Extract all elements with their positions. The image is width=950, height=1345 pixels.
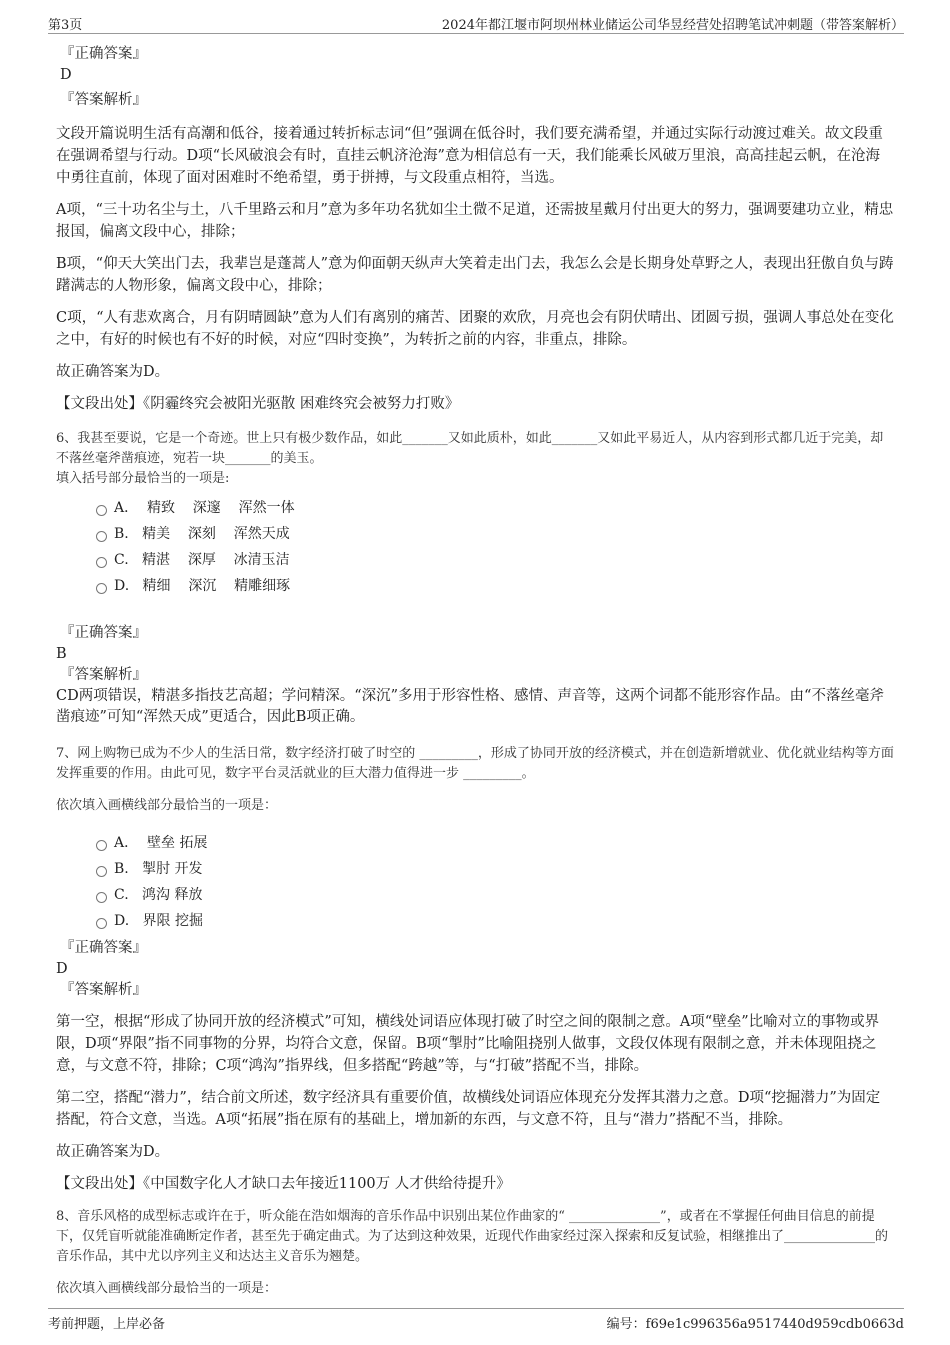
header-divider [48,33,904,34]
radio-icon[interactable] [96,531,107,542]
option-b[interactable]: B. 掣肘 开发 [96,856,894,882]
document-id: 编号：f69e1c996356a9517440d959cdb0663d [606,1317,904,1332]
radio-icon[interactable] [96,505,107,516]
q6-instruction: 填入括号部分最恰当的一项是: [56,471,230,486]
analysis-label: 『答案解析』 [60,92,147,108]
option-d[interactable]: D. 精细 深沉 精雕细琢 [96,573,894,599]
q6-analysis: CD两项错误，精湛多指技艺高超；学问精深。“深沉”多用于形容性格、感情、声音等，这两个词都不能形容作品。由“不落丝毫斧凿痕迹”可知“浑然天成”更适合，因此B项正确。 [56,688,884,725]
answer-label: 『正确答案』 [60,940,147,956]
option-a[interactable]: A． 精致 深邃 浑然一体 [96,495,894,521]
document-body [56,44,894,1299]
radio-icon[interactable] [96,918,107,929]
answer-label: 『正确答案』 [60,46,147,62]
q5-source: 【文段出处】《阴霾终究会被阳光驱散 困难终究会被努力打败》 [56,396,460,412]
q7-conclusion: 故正确答案为D。 [56,1144,170,1160]
q5-analysis-p1: 文段开篇说明生活有高潮和低谷，接着通过转折标志词“但”强调在低谷时，我们要充满希望，并通过实际行动渡过难关。故文段重在强调希望与行动。D项“长风破浪会有时，直挂云帆济沧海”意为相信总有一天，我们能乘长风破万里浪，高高挂起云帆，在沧海中勇往直前，体现了面对困难时不绝希望，勇于拼搏，与文段重点相符，当选。 [56,126,883,186]
analysis-label: 『答案解析』 [60,982,147,998]
option-b[interactable]: B. 精美 深刻 浑然天成 [96,521,894,547]
q5-conclusion: 故正确答案为D。 [56,364,170,380]
radio-icon[interactable] [96,583,107,594]
q8-instruction: 依次填入画横线部分最恰当的一项是： [56,1281,278,1296]
option-a[interactable]: A． 壁垒 拓展 [96,830,894,856]
document-title: 2024年都江堰市阿坝州林业储运公司华昱经营处招聘笔试冲刺题（带答案解析） [441,18,904,33]
radio-icon[interactable] [96,866,107,877]
q7-instruction: 依次填入画横线部分最恰当的一项是： [56,798,278,813]
q5-answer-block [60,44,894,111]
q7-options [56,830,894,934]
q5-analysis-p3: B项，“仰天大笑出门去，我辈岂是蓬蒿人”意为仰面朝天纵声大笑着走出门去，我怎么会是长期身处草野之人，表现出狂傲自负与踌躇满志的人物形象，偏离文段中心，排除； [56,256,894,294]
q7-source: 【文段出处】《中国数字化人才缺口去年接近1100万 人才供给待提升》 [56,1176,511,1192]
q5-analysis-p4: C项，“人有悲欢离合，月有阴晴圆缺”意为人们有离别的痛苦、团聚的欢欣，月亮也会有阴伏晴出、团圆亏损，强调人事总处在变化之中，有好的时候也有不好的时候，对应“四时变换”，为转折之前的内容，非重点，排除。 [56,310,894,348]
option-c[interactable]: C. 鸿沟 释放 [96,882,894,908]
answer-label: 『正确答案』 [60,625,147,641]
option-d[interactable]: D. 界限 挖掘 [96,908,894,934]
q7-answer-block [56,938,894,1001]
analysis-label: 『答案解析』 [60,667,147,683]
page-header [48,14,904,32]
page-number: 第3页 [48,18,83,33]
q6-stem: 6、我甚至要说，它是一个奇迹。世上只有极少数作品，如此_______又如此质朴，如此_______又如此平易近人，从内容到形式都几近于完美，却不落丝毫斧凿痕迹，宛若一块_______的美玉。 [56,431,884,466]
answer-value: D [56,961,68,977]
q6-answer-block [56,623,894,728]
q7-analysis-p2: 第二空，搭配“潜力”，结合前文所述，数字经济具有重要价值，故横线处词语应体现充分发挥其潜力之意。D项“挖掘潜力”为固定搭配，符合文意，当选。A项“拓展”指在原有的基础上，增加新的东西，与文意不符，且与“潜力”搭配不当，排除。 [56,1090,881,1128]
footer-divider [48,1308,904,1309]
answer-value: D [60,67,72,83]
radio-icon[interactable] [96,557,107,568]
option-c[interactable]: C. 精湛 深厚 冰清玉洁 [96,547,894,573]
radio-icon[interactable] [96,892,107,903]
q7-stem: 7、网上购物已成为不少人的生活日常，数字经济打破了时空的 _________，形成了协同开放的经济模式，并在创造新增就业、优化就业结构等方面发挥重要的作用。由此可见，数字平台灵活就业的巨大潜力值得进一步 _________。 [56,746,894,781]
answer-value: B [56,646,67,662]
footer-slogan: 考前押题，上岸必备 [48,1317,166,1332]
radio-icon[interactable] [96,840,107,851]
q7-analysis-p1: 第一空，根据“形成了协同开放的经济模式”可知，横线处词语应体现打破了时空之间的限制之意。A项“壁垒”比喻对立的事物或界限，D项“界限”指不同事物的分界，均符合文意，保留。B项“掣肘”比喻阻挠别人做事，文段仅体现有限制之意，并未体现阻挠之意，与文意不符，排除；C项“鸿沟”指界线，但多搭配“跨越”等，与“打破”搭配不当，排除。 [56,1014,880,1074]
q5-analysis-p2: A项，“三十功名尘与土，八千里路云和月”意为多年功名犹如尘土微不足道，还需披星戴月付出更大的努力，强调要建功立业，精忠报国，偏离文段中心，排除； [56,202,894,240]
q6-options [56,495,894,599]
q8-stem: 8、音乐风格的成型标志或许在于，听众能在浩如烟海的音乐作品中识别出某位作曲家的“ ______________”，或者在不掌握任何曲目信息的前提下，仅凭盲听就能准确断定作者，甚至先于确定曲式。为了达到这种效果，近现代作曲家经过深入探索和反复试验，相继推出了______________的音乐作品，其中尤以序列主义和达达主义音乐为翘楚。 [56,1209,889,1264]
